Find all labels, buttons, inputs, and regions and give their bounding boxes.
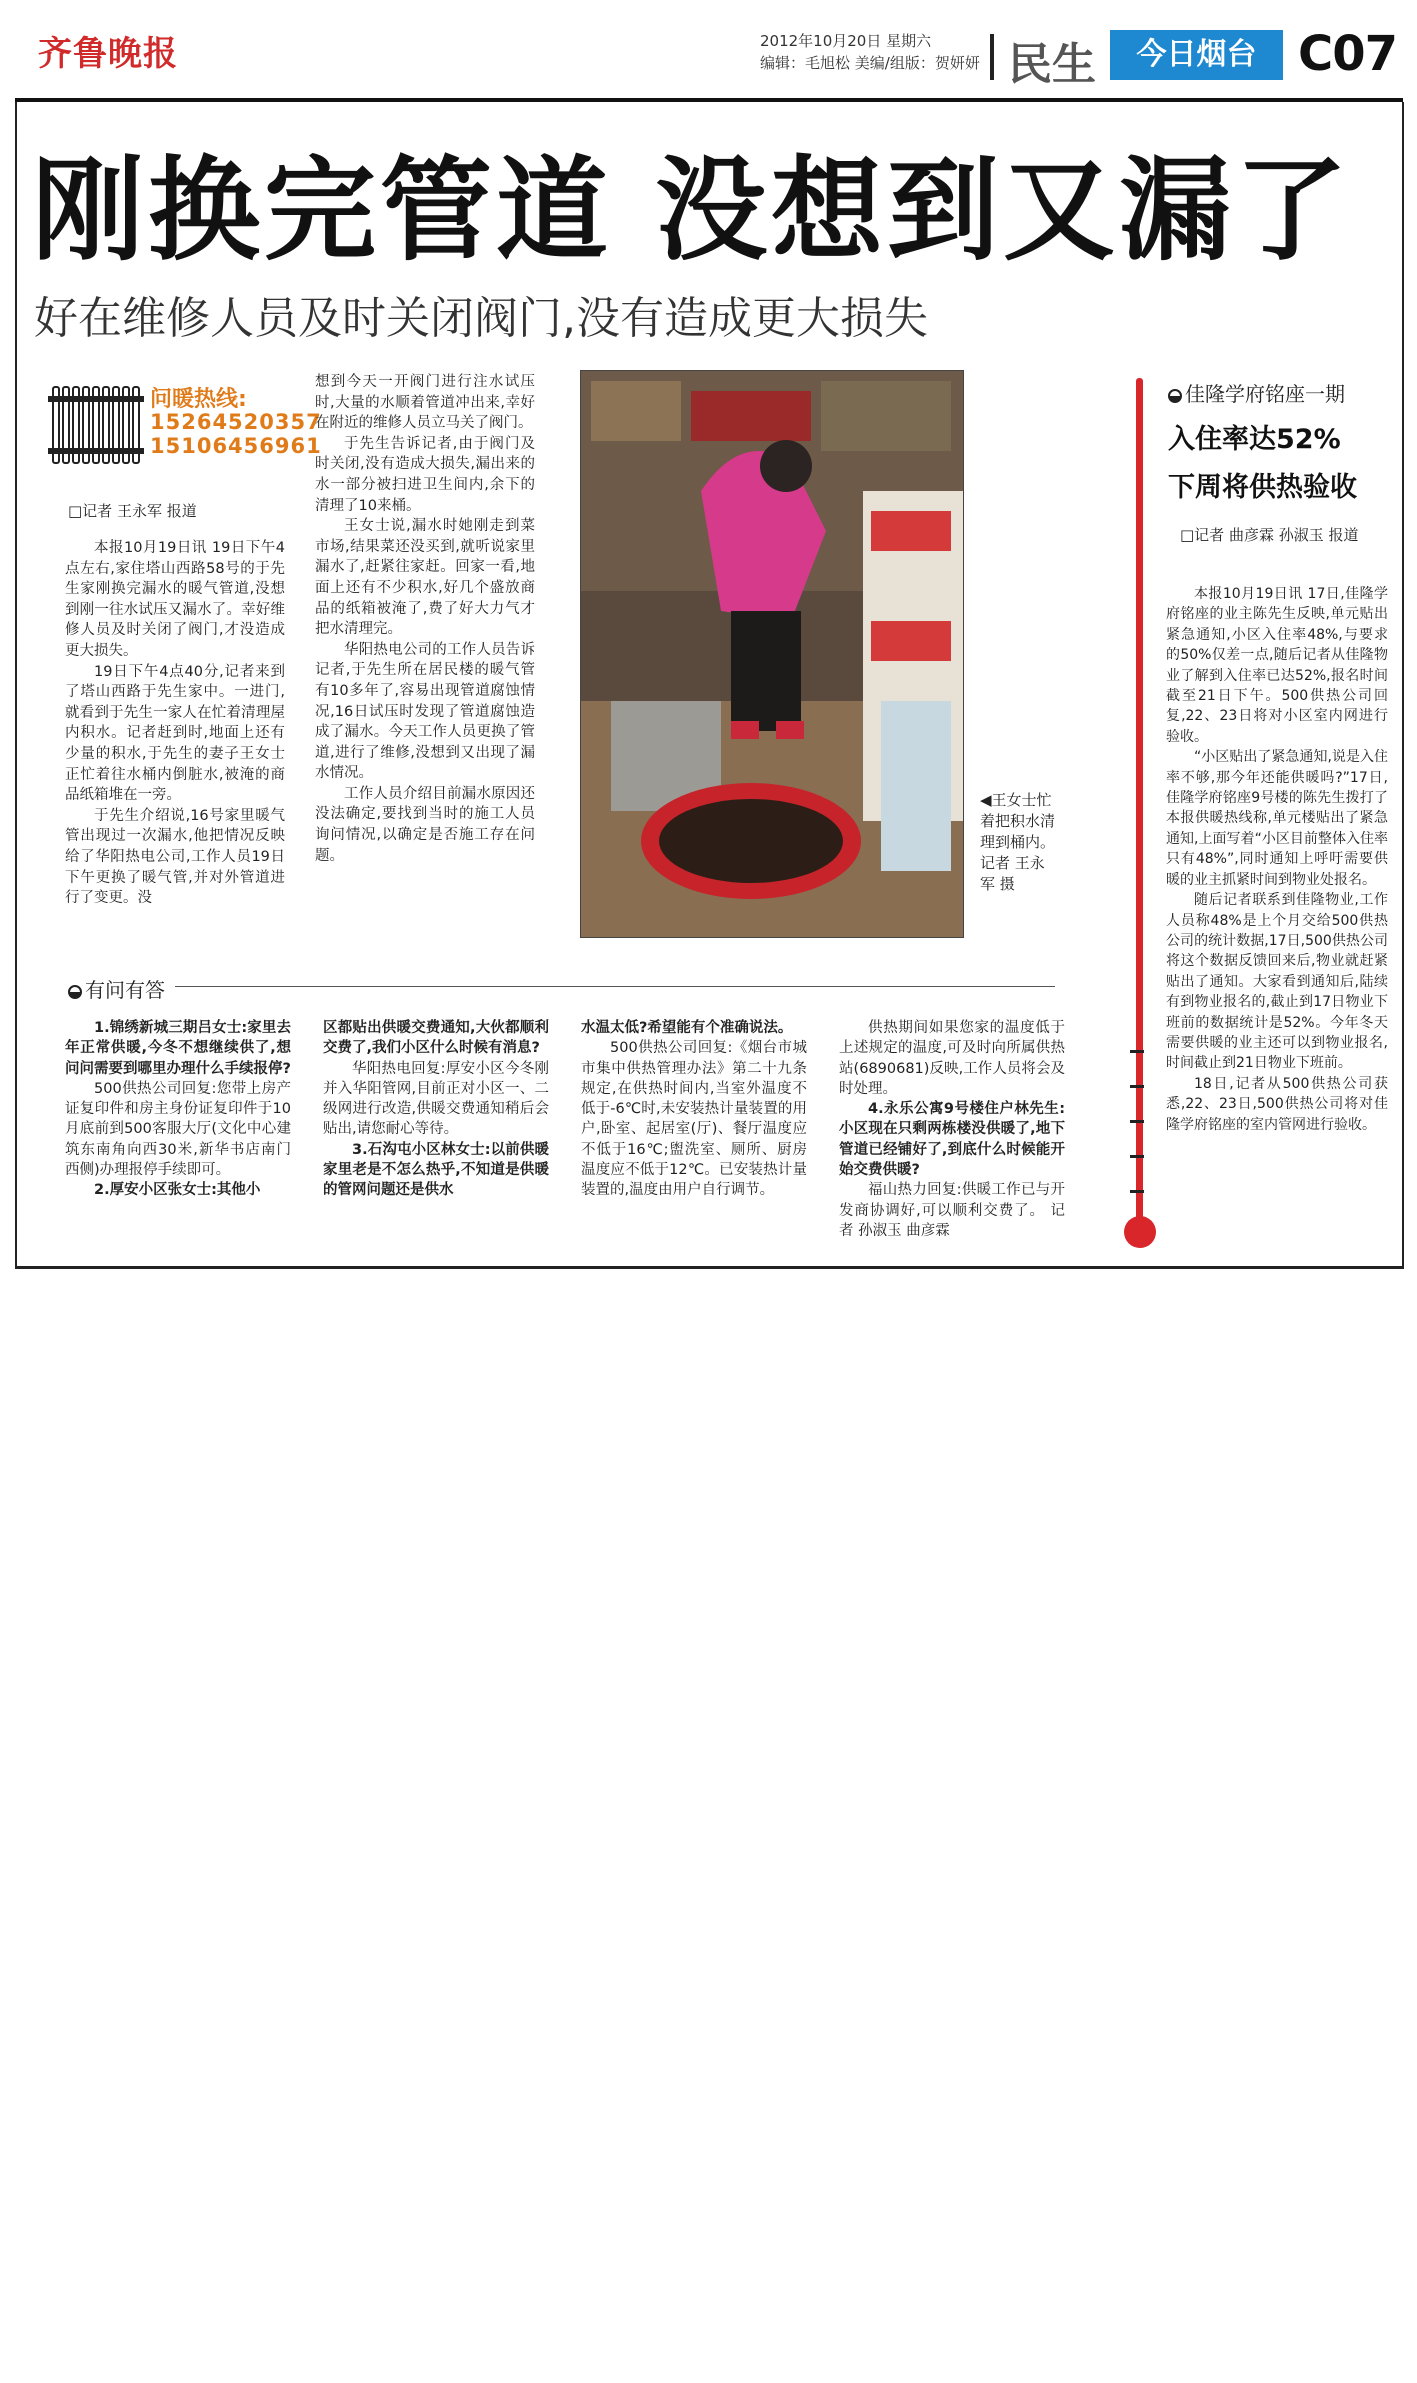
issue-meta [760, 30, 980, 74]
qa-question: 2.厚安小区张女士:其他小 [94, 1182, 261, 1199]
section-name: 民生 [1008, 39, 1096, 90]
article-column-2 [315, 372, 535, 866]
sidebar-title-line: 下周将供热验收 [1168, 472, 1357, 503]
qa-heading [68, 974, 165, 1003]
editor-line: 编辑：毛旭松 美编/组版：贺妍妍 [760, 54, 980, 72]
article-byline: □记者 王永军 报道 [68, 502, 197, 520]
divider [990, 34, 994, 80]
subheadline: 好在维修人员及时关闭阀门,没有造成更大损失 [34, 293, 928, 344]
thermometer-tick [1130, 1190, 1144, 1193]
half-circle-icon [68, 985, 82, 999]
page-number: C07 [1298, 26, 1398, 82]
qa-heading-text: 有问有答 [85, 978, 165, 1002]
paragraph: 想到今天一开阀门进行注水试压时,大量的水顺着管道冲出来,幸好在附近的维修人员立马关了阀门。 [315, 374, 535, 432]
qa-answer: 500供热公司回复:《烟台市城市集中供热管理办法》第二十九条规定,在供热时间内,当室外温度不低于-6℃时,未安装热计量装置的用户,卧室、起居室(厅)、餐厅温度应不低于16℃;盥洗室、厕所、厨房温度应不低于12℃。已安装热计量装置的,温度由用户自行调节。 [581, 1040, 807, 1199]
qa-question: 区都贴出供暖交费通知,大伙都顺利交费了,我们小区什么时候有消息? [323, 1020, 549, 1057]
paragraph: 华阳热电公司的工作人员告诉记者,于先生所在居民楼的暖气管有10多年了,容易出现管道腐蚀情况,16日试压时发现了管道腐蚀造成了漏水。今天工作人员更换了管道,进行了维修,没想到又出现了漏水情况。 [315, 641, 535, 782]
sidebar-title-line: 入住率达52% [1168, 424, 1341, 455]
paragraph: 随后记者联系到佳隆物业,工作人员称48%是上个月交给500供热公司的统计数据,17日,500供热公司将这个数据反馈回来后,物业就赶紧贴出了通知。大家看到通知后,陆续有到物业报名的,截止到17日物业下班前的数据统计是52%。今年冬天需要供暖的业主还可以到物业报名,时间截止到21日物业下班前。 [1166, 892, 1388, 1072]
hotline-number: 15264520357 [150, 410, 322, 434]
newspaper-logo: 齐鲁晚报 [38, 34, 178, 74]
paragraph: 18日,记者从500供热公司获悉,22、23日,500供热公司将对佳隆学府铭座的室内管网进行验收。 [1166, 1075, 1388, 1133]
thermometer-tick [1130, 1155, 1144, 1158]
thermometer-tick [1130, 1120, 1144, 1123]
sidebar-byline: □记者 曲彦霖 孙淑玉 报道 [1180, 526, 1359, 544]
paragraph: 本报10月19日讯 19日下午4点左右,家住塔山西路58号的于先生家刚换完漏水的暖气管道,没想到刚一往水试压又漏水了。幸好维修人员及时关闭了阀门,才没造成更大损失。 [65, 540, 285, 659]
thermometer-tick [1130, 1085, 1144, 1088]
qa-question: 3.石沟屯小区林女士:以前供暖家里老是不怎么热乎,不知道是供暖的管网问题还是供水 [323, 1141, 549, 1199]
qa-column-3 [581, 1018, 807, 1201]
thermometer-tick [1130, 1050, 1144, 1053]
qa-rule [175, 986, 1055, 987]
qa-column-1 [65, 1018, 291, 1201]
paragraph: 工作人员介绍目前漏水原因还没法确定,要找到当时的施工人员询问情况,以确定是否施工存在问题。 [315, 785, 535, 864]
qa-answer: 供热期间如果您家的温度低于上述规定的温度,可及时向所属供热站(6890681)反映,工作人员将会及时处理。 [839, 1020, 1065, 1097]
qa-question: 1.锦绣新城三期吕女士:家里去年正常供暖,今冬不想继续供了,想问问需要到哪里办理什么手续报停? [65, 1020, 291, 1077]
paragraph: 王女士说,漏水时她刚走到菜市场,结果菜还没买到,就听说家里漏水了,赶紧往家赶。回家一看,地面上还有不少积水,好几个盛放商品的纸箱被淹了,费了好大力气才把水清理完。 [315, 518, 535, 638]
section-tag: 今日烟台 [1110, 30, 1283, 80]
qa-column-2 [323, 1018, 549, 1201]
news-photo [580, 370, 964, 938]
qa-answer: 华阳热电回复:厚安小区今冬刚并入华阳管网,目前正对小区一、二级网进行改造,供暖交费通知稍后会贴出,请您耐心等待。 [323, 1060, 549, 1138]
hotline-number: 15106456961 [150, 434, 322, 458]
hotline-title: 问暖热线: [150, 387, 247, 412]
article-column-1 [65, 538, 285, 909]
qa-question: 4.永乐公寓9号楼住户林先生:小区现在只剩两栋楼没供暖了,地下管道已经铺好了,到底什么时候能开始交费供暖? [839, 1101, 1065, 1179]
headline: 刚换完管道 没想到又漏了 [32, 146, 1351, 276]
photo-caption: ◀王女士忙着把积水清理到桶内。 记者 王永军 摄 [980, 791, 1056, 893]
date-line: 2012年10月20日 星期六 [760, 32, 932, 50]
sidebar-kicker [1168, 378, 1345, 407]
qa-answer: 500供热公司回复:您带上房产证复印件和房主身份证复印件于10月底前到500客服大厅(文化中心建筑东南角向西30米,新华书店南门西侧)办理报停手续即可。 [65, 1080, 291, 1179]
qa-question: 水温太低?希望能有个准确说法。 [581, 1020, 793, 1036]
thermometer-bulb [1124, 1216, 1156, 1248]
radiator-icon [52, 386, 140, 464]
sidebar-title [1168, 416, 1357, 512]
thermometer-icon [1136, 378, 1143, 1238]
qa-answer: 福山热力回复:供暖工作已与开发商协调好,可以顺利交费了。 记者 孙淑玉 曲彦霖 [839, 1182, 1065, 1239]
paragraph: 19日下午4点40分,记者来到了塔山西路于先生家中。一进门,就看到于先生一家人在忙着清理屋内积水。记者赶到时,地面上还有少量的积水,于先生的妻子王女士正忙着往水桶内倒脏水,被淹的商品纸箱堆在一旁。 [65, 663, 285, 804]
paragraph: 于先生告诉记者,由于阀门及时关闭,没有造成大损失,漏出来的水一部分被扫进卫生间内,余下的清理了10来桶。 [315, 435, 535, 514]
qa-column-4 [839, 1018, 1065, 1241]
half-circle-icon [1168, 389, 1182, 403]
sidebar-kicker-text: 佳隆学府铭座一期 [1185, 382, 1345, 406]
paragraph: 于先生介绍说,16号家里暖气管出现过一次漏水,他把情况反映给了华阳热电公司,工作人员19日下午更换了暖气管,并对外管道进行了变更。没 [65, 807, 285, 907]
paragraph: 本报10月19日讯 17日,佳隆学府铭座的业主陈先生反映,单元贴出紧急通知,小区入住率48%,与要求的50%仅差一点,随后记者从佳隆物业了解到入住率已达52%,报名时间截至21日下午。500供热公司回复,22、23日将对小区室内网进行验收。 [1166, 586, 1388, 745]
sidebar-body [1166, 584, 1388, 1135]
paragraph: “小区贴出了紧急通知,说是入住率不够,那今年还能供暖吗?”17日,佳隆学府铭座9号楼的陈先生拨打了本报供暖热线称,单元楼贴出了紧急通知,上面写着“小区目前整体入住率只有48%”,同时通知上呼吁需要供暖的业主抓紧时间到物业处报名。 [1166, 749, 1388, 888]
